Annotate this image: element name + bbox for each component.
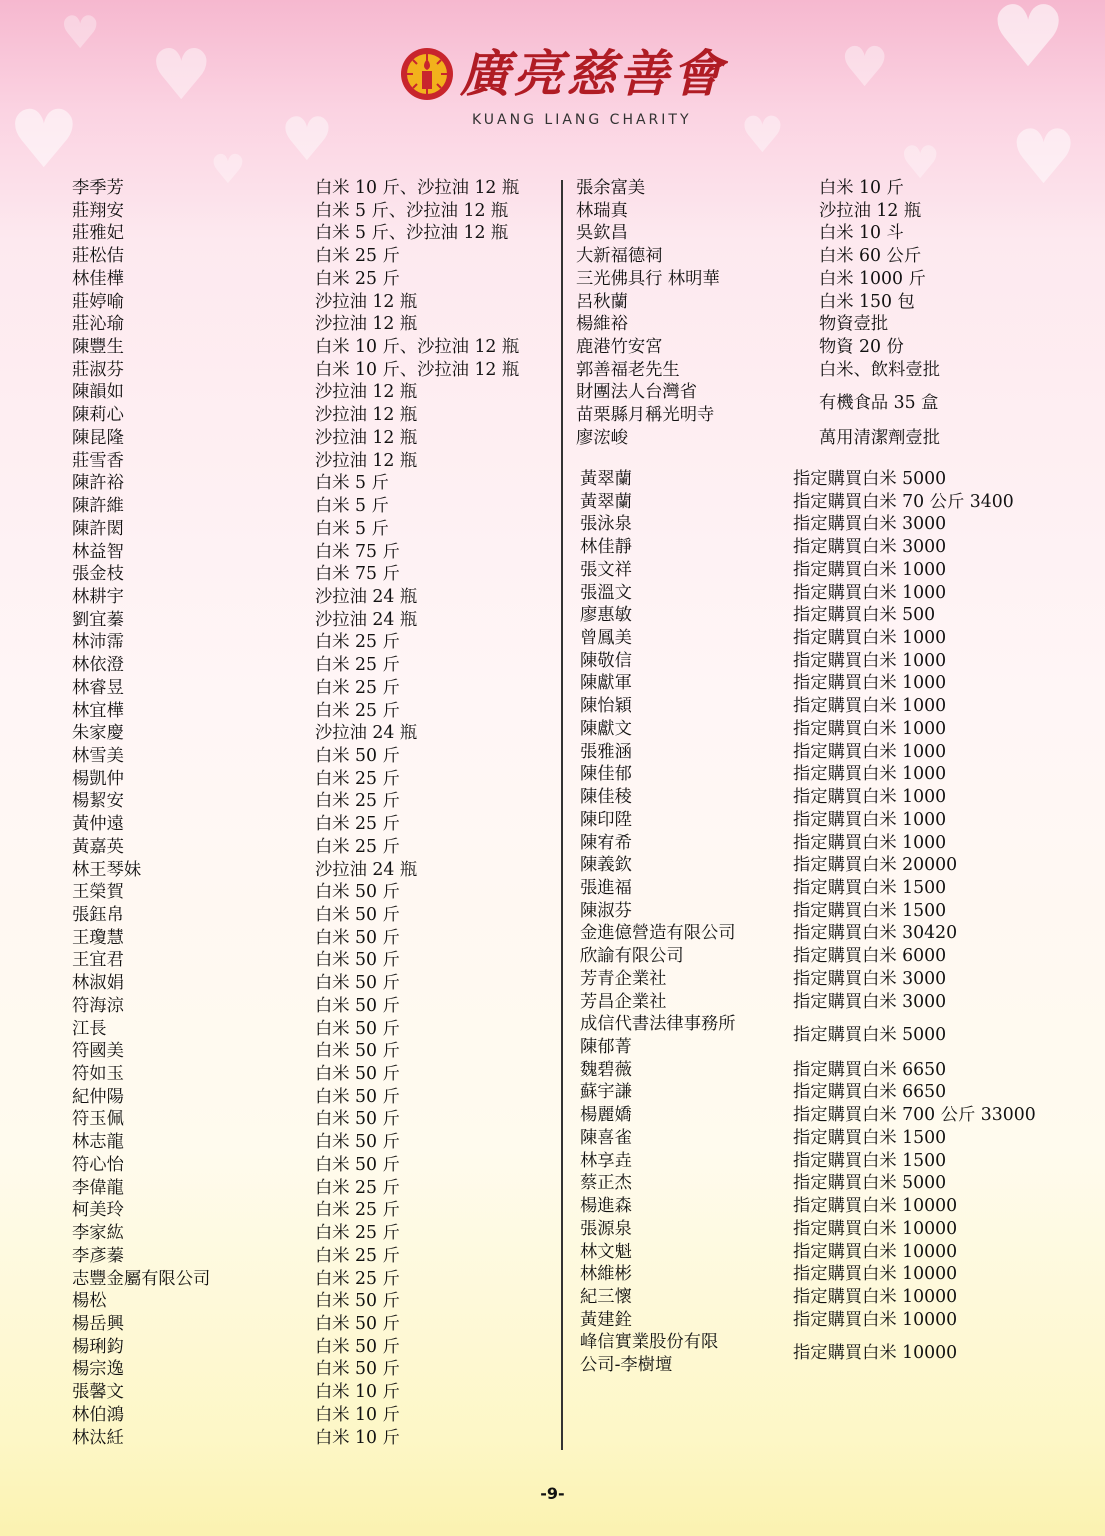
donation-item: 指定購買白米 6650 [793,1059,947,1080]
donor-name: 林汰紝 [72,1427,124,1448]
donor-name [580,1331,718,1376]
donor-name: 陳義欽 [580,855,632,876]
heart-icon: ♥ [1010,113,1078,201]
donation-item: 白米 25 斤 [315,1268,400,1289]
donor-name [576,381,714,426]
donor-name: 陳淑芬 [580,900,632,921]
donation-item: 指定購買白米 1000 [793,832,947,853]
donation-item: 指定購買白米 1000 [793,673,947,694]
donation-item: 指定購買白米 5000 [793,1025,947,1046]
donor-name: 李季芳 [72,178,124,198]
donor-name: 三光佛具行 林明華 [576,268,720,289]
donation-item: 白米 25 斤 [315,632,400,653]
donation-item: 白米 50 斤 [315,1064,400,1085]
donor-name: 張溫文 [580,582,632,603]
donation-item: 白米 10 斤、沙拉油 12 瓶 [315,359,520,380]
donor-name: 林佳靜 [580,537,632,558]
donation-item: 白米 25 斤 [315,814,400,835]
donation-item: 白米 25 斤 [315,1245,400,1266]
donor-name: 陳許維 [72,496,124,517]
donation-item: 指定購買白米 3000 [793,514,947,535]
donation-item: 沙拉油 12 瓶 [315,314,418,335]
heart-icon: ♥ [840,35,890,99]
donation-item: 指定購買白米 10000 [793,1343,958,1364]
donor-name: 張余富美 [576,178,646,198]
donor-name: 陳昆隆 [72,427,124,448]
donation-item: 白米 50 斤 [315,745,400,766]
donation-item: 白米 50 斤 [315,1041,400,1062]
donor-name: 楊宗逸 [72,1359,124,1380]
donor-name: 大新福德祠 [576,246,663,267]
donor-name: 陳韻如 [72,382,124,403]
donor-name: 林王琴妹 [72,859,142,880]
donor-name: 林睿昱 [72,677,124,698]
donation-item: 白米 50 斤 [315,1018,400,1039]
donation-item: 指定購買白米 10000 [793,1264,958,1285]
donor-name-line: 苗栗縣月稱光明寺 [576,405,715,426]
donation-item: 指定購買白米 3000 [793,537,947,558]
donation-item: 白米 10 斤 [819,178,904,198]
donation-item: 白米 50 斤 [315,927,400,948]
donation-item: 指定購買白米 1000 [793,718,947,739]
donor-name: 李家紘 [72,1223,124,1244]
donor-name: 張泳泉 [580,514,632,535]
donor-name: 江長 [72,1018,107,1039]
donation-item: 指定購買白米 1000 [793,559,947,580]
donation-item: 指定購買白米 1000 [793,809,947,830]
donation-item: 白米 10 斤、沙拉油 12 瓶 [315,337,520,358]
heart-icon: ♥ [740,106,785,164]
donation-item: 白米 25 斤 [315,791,400,812]
donation-item: 白米 10 斤、沙拉油 12 瓶 [315,178,520,198]
donor-name: 鹿港竹安宮 [576,337,663,358]
donation-item: 沙拉油 12 瓶 [315,450,418,471]
page-number: -9- [540,1484,565,1503]
donor-name: 蘇宇謙 [580,1082,632,1103]
donor-name: 柯美玲 [72,1200,124,1221]
donation-item: 白米 25 斤 [315,246,400,267]
donor-name: 陳佳稜 [580,787,632,808]
donation-item: 白米 50 斤 [315,1359,400,1380]
donor-name: 林雪美 [72,745,124,766]
donor-name: 符國美 [72,1041,124,1062]
donation-item: 指定購買白米 1000 [793,650,947,671]
donation-item: 白米 5 斤、沙拉油 12 瓶 [315,200,509,221]
heart-icon: ♥ [150,34,213,116]
donor-name: 黃翠蘭 [580,491,632,512]
donation-item: 指定購買白米 10000 [793,1196,958,1217]
donation-item: 白米 5 斤、沙拉油 12 瓶 [315,223,509,244]
donor-name: 陳許閎 [72,518,124,539]
donation-item: 指定購買白米 1500 [793,877,947,898]
donor-name: 楊麗嬌 [580,1105,632,1126]
donor-name: 林享垚 [580,1150,632,1171]
donor-name: 莊雪香 [72,450,124,471]
heart-icon: ♥ [210,147,246,193]
donor-name-line: 峰信實業股份有限 [580,1332,719,1353]
donation-item: 白米 50 斤 [315,1336,400,1357]
donation-item: 白米 150 包 [819,291,915,312]
donor-name: 林佳樺 [72,268,124,289]
donation-item: 白米 50 斤 [315,995,400,1016]
donor-name: 陳印陞 [580,809,632,830]
donation-item: 白米 25 斤 [315,655,400,676]
donor-name: 林益智 [72,541,124,562]
donation-item: 白米 50 斤 [315,905,400,925]
donor-name: 莊雅妃 [72,223,124,244]
donor-name: 林文魁 [580,1241,632,1262]
donor-name: 林志龍 [72,1132,124,1153]
donation-item: 白米 25 斤 [315,1200,400,1221]
donor-name: 莊沁瑜 [72,314,124,335]
donation-item: 白米 5 斤 [315,518,389,539]
donor-name: 黃翠蘭 [580,469,632,489]
donor-name: 楊維裕 [576,314,628,335]
donor-name: 曾鳳美 [580,628,632,649]
donor-name: 黃嘉英 [72,836,124,857]
donation-item: 指定購買白米 1000 [793,741,947,762]
donation-item: 指定購買白米 6000 [793,946,947,967]
donor-name: 王榮賀 [72,882,124,903]
donor-name: 楊進森 [580,1196,632,1217]
donation-item: 白米 50 斤 [315,1086,400,1107]
donation-item: 白米 50 斤 [315,950,400,971]
donation-item: 白米 1000 斤 [819,268,926,289]
donor-name: 劉宜蓁 [72,609,124,630]
donor-name: 張馨文 [72,1382,124,1403]
heart-icon: ♥ [60,6,101,59]
donation-item: 白米 5 斤 [315,473,389,494]
donation-item: 白米 25 斤 [315,836,400,857]
candle-emblem-icon [400,47,454,101]
donation-item: 白米 10 斤 [315,1382,400,1403]
donor-name: 楊琍鈞 [72,1336,124,1357]
donation-item: 指定購買白米 3000 [793,991,947,1012]
donation-item: 白米 50 斤 [315,1109,400,1130]
donor-name: 林維彬 [580,1264,632,1285]
donation-item: 白米 25 斤 [315,1223,400,1244]
donation-item: 白米 25 斤 [315,268,400,289]
donation-item: 沙拉油 12 瓶 [819,200,922,221]
donation-item: 白米 50 斤 [315,1291,400,1312]
donation-item: 指定購買白米 1000 [793,582,947,603]
donor-name: 廖惠敏 [580,605,632,626]
donation-item: 指定購買白米 1000 [793,787,947,808]
donor-name: 莊淑芬 [72,359,124,380]
donor-name: 芳青企業社 [580,968,667,989]
donor-name: 芳昌企業社 [580,991,667,1012]
donor-name: 陳喜雀 [580,1127,632,1148]
donor-name: 朱家慶 [72,723,124,744]
donation-item: 白米 75 斤 [315,564,400,585]
donor-name: 陳許裕 [72,473,124,494]
donor-name: 林宜樺 [72,700,124,721]
heart-icon: ♥ [990,0,1067,87]
donation-item: 白米 5 斤 [315,496,389,517]
donation-item: 白米、飲料壹批 [819,359,940,380]
donor-name: 李偉龍 [72,1177,124,1198]
donor-name: 林耕宇 [72,586,124,607]
donation-item: 指定購買白米 20000 [793,855,958,876]
donor-name: 陳獻軍 [580,673,632,694]
donation-item: 沙拉油 12 瓶 [315,427,418,448]
donor-name: 紀三懷 [580,1286,632,1307]
donor-name [580,1013,736,1058]
donor-name: 林依澄 [72,655,124,676]
donor-name: 陳佳郁 [580,764,632,785]
donation-item: 指定購買白米 1000 [793,764,947,785]
donor-name: 志豐金屬有限公司 [72,1268,211,1289]
donation-item: 白米 50 斤 [315,1132,400,1153]
donation-item: 指定購買白米 1000 [793,696,947,717]
donation-item: 白米 10 斤 [315,1427,400,1448]
donor-name: 廖浤峻 [576,427,628,448]
heart-icon: ♥ [280,105,334,175]
donation-item: 白米 25 斤 [315,677,400,698]
donation-item: 指定購買白米 70 公斤 3400 [793,491,1014,512]
donation-item: 指定購買白米 10000 [793,1218,958,1239]
donor-name-line: 成信代書法律事務所 [580,1014,736,1035]
donor-name: 莊松佶 [72,246,124,267]
donation-item: 沙拉油 24 瓶 [315,586,418,607]
donor-name: 符心怡 [72,1154,124,1175]
donor-name: 陳宥希 [580,832,632,853]
donation-item: 指定購買白米 700 公斤 33000 [793,1105,1036,1126]
donation-item: 指定購買白米 5000 [793,469,947,489]
donation-item: 指定購買白米 10000 [793,1309,958,1330]
donor-name: 紀仲陽 [72,1086,124,1107]
donor-name: 黃建銓 [580,1309,632,1330]
donor-name: 魏碧薇 [580,1059,632,1080]
donor-name: 蔡正杰 [580,1173,632,1194]
donation-item: 指定購買白米 1500 [793,900,947,921]
donation-item: 白米 75 斤 [315,541,400,562]
donor-name: 陳敬信 [580,650,632,671]
donor-name: 張金枝 [72,564,124,585]
donor-name: 呂秋蘭 [576,291,628,312]
donation-item: 白米 25 斤 [315,768,400,789]
donation-item: 白米 60 公斤 [819,246,922,267]
donor-name: 李彥蓁 [72,1245,124,1266]
donor-name: 莊婷喻 [72,291,124,312]
donation-item: 白米 50 斤 [315,1313,400,1334]
donation-item: 白米 10 斗 [819,223,904,244]
logo-title: 廣亮慈善會 [460,44,725,103]
donor-name: 金進億營造有限公司 [580,923,736,944]
heart-icon: ♥ [900,136,941,189]
donation-item: 指定購買白米 30420 [793,923,958,944]
donation-item: 指定購買白米 1000 [793,628,947,649]
donor-name: 陳獻文 [580,718,632,739]
donor-name: 張雅涵 [580,741,632,762]
donor-name: 郭善福老先生 [576,359,680,380]
donor-name: 吳欽昌 [576,223,628,244]
donation-item: 指定購買白米 6650 [793,1082,947,1103]
donor-name: 楊凱仲 [72,768,124,789]
donor-name: 張文祥 [580,559,632,580]
donor-name: 王瓊慧 [72,927,124,948]
donation-item: 沙拉油 24 瓶 [315,859,418,880]
donor-name-line: 公司-李樹壇 [580,1355,673,1376]
donation-item: 指定購買白米 10000 [793,1241,958,1262]
donation-item: 沙拉油 24 瓶 [315,723,418,744]
donor-name: 陳豐生 [72,337,124,358]
donation-item: 白米 10 斤 [315,1404,400,1425]
donation-item: 物資壹批 [819,314,889,335]
donation-item: 白米 50 斤 [315,882,400,903]
heart-icon: ♥ [8,93,80,186]
donation-item: 指定購買白米 1500 [793,1150,947,1171]
donor-name: 欣諭有限公司 [580,946,684,967]
donor-name: 黃仲遠 [72,814,124,835]
donation-item: 指定購買白米 3000 [793,968,947,989]
donation-item: 指定購買白米 1500 [793,1127,947,1148]
donor-name: 符海涼 [72,995,124,1016]
donor-name: 王宜君 [72,950,124,971]
donor-name: 林伯鴻 [72,1404,124,1425]
donation-item: 沙拉油 12 瓶 [315,291,418,312]
donation-item: 萬用清潔劑壹批 [819,427,940,448]
donor-name: 林沛霈 [72,632,124,653]
column-divider [561,180,563,1450]
donor-name: 楊岳興 [72,1313,124,1334]
donor-name: 莊翔安 [72,200,124,221]
donor-name: 張鈺帛 [72,905,124,925]
donor-name: 楊絜安 [72,791,124,812]
donation-item: 白米 25 斤 [315,700,400,721]
charity-logo [400,44,725,134]
donor-name: 符如玉 [72,1064,124,1085]
donation-item: 白米 50 斤 [315,1154,400,1175]
donor-name: 符玉佩 [72,1109,124,1130]
donor-name: 張源泉 [580,1218,632,1239]
donation-item: 指定購買白米 5000 [793,1173,947,1194]
donation-item: 沙拉油 24 瓶 [315,609,418,630]
donor-name-line: 陳郁菁 [580,1036,632,1057]
donor-name: 張進福 [580,877,632,898]
donation-item: 有機食品 35 盒 [819,393,939,414]
donation-item: 白米 50 斤 [315,973,400,994]
logo-subtitle: KUANG LIANG CHARITY [472,112,692,128]
donor-name: 林淑娟 [72,973,124,994]
donor-name-line: 財團法人台灣省 [576,382,697,403]
donation-item: 指定購買白米 10000 [793,1286,958,1307]
donor-name: 林瑞真 [576,200,628,221]
donation-item: 物資 20 份 [819,337,904,358]
donor-name: 陳怡穎 [580,696,632,717]
donor-name: 陳莉心 [72,405,124,426]
donation-item: 白米 25 斤 [315,1177,400,1198]
donation-item: 沙拉油 12 瓶 [315,405,418,426]
donation-item: 指定購買白米 500 [793,605,936,626]
donor-name: 楊松 [72,1291,107,1312]
donation-item: 沙拉油 12 瓶 [315,382,418,403]
